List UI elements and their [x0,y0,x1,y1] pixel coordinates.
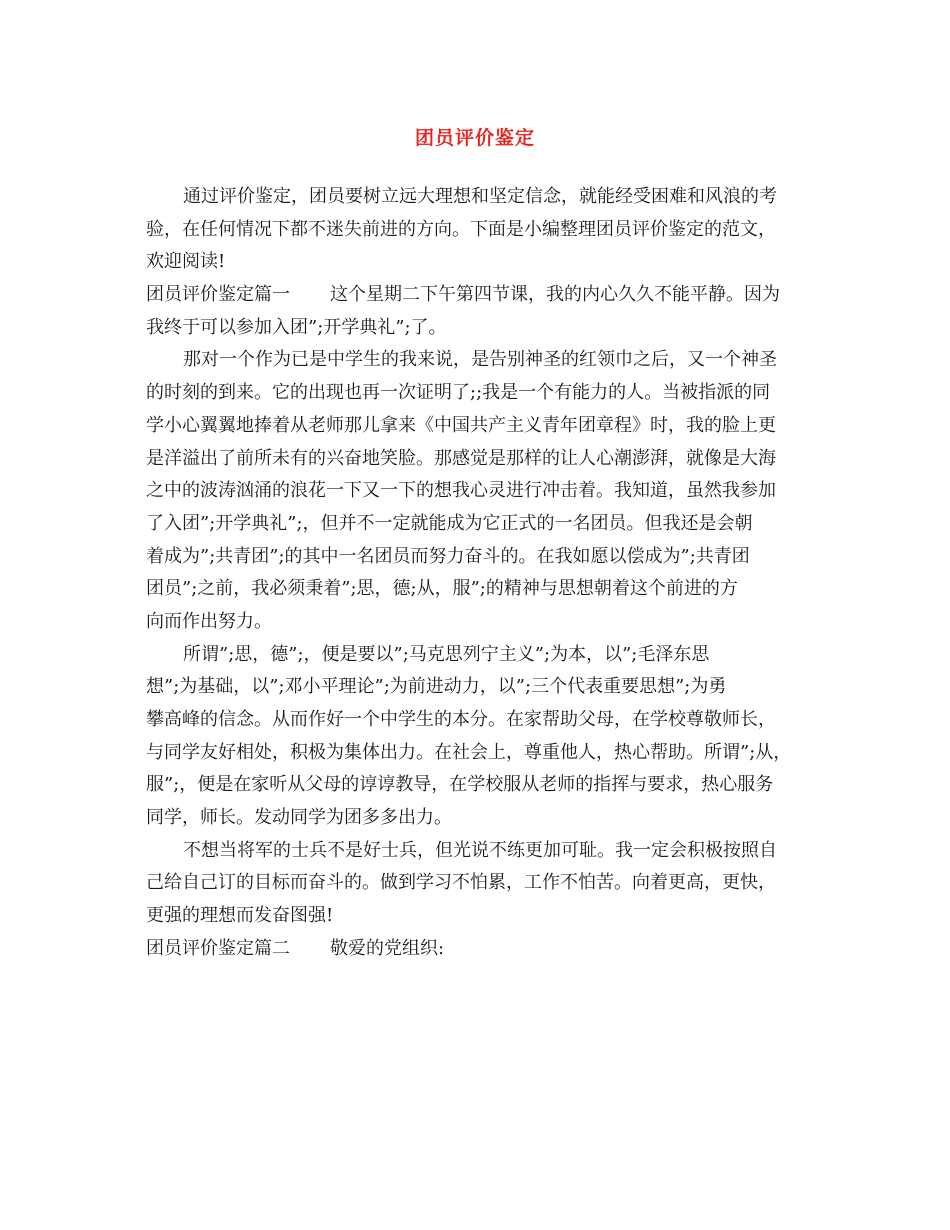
section-text: 敬爱的党组织: [330,937,445,959]
paragraph-line: 那对一个作为已是中学生的我来说，是告别神圣的红领巾之后，又一个神圣 [183,349,777,371]
paragraph-line: 己给自己订的目标而奋斗的。做到学习不怕累，工作不怕苦。向着更高，更快， [146,872,776,894]
section-heading-line [146,933,816,966]
document-body [146,181,816,966]
section-text: 这个星期二下午第四节课，我的内心久久不能平静。因为 [330,284,780,306]
paragraph-line: 团员”;之前，我必须秉着”;思，德;从，服”;的精神与思想朝着这个前进的方 [146,578,738,600]
paragraph-line: 不想当将军的士兵不是好士兵，但光说不练更加可耻。我一定会积极按照自 [183,839,777,861]
document-title: 团员评价鉴定 [414,127,535,149]
paragraph-line: 欢迎阅读! [146,251,226,273]
paragraph-line: 攀高峰的信念。从而作好一个中学生的本分。在家帮助父母，在学校尊敬师长， [146,709,776,730]
paragraph-line: 学小心翼翼地捧着从老师那儿拿来《中国共产主义青年团章程》时，我的脸上更 [146,414,776,436]
section-heading: 团员评价鉴定篇一 [146,284,290,306]
paragraph-line: 我终于可以参加入团”;开学典礼”;了。 [146,316,447,338]
paragraph-line: 着成为”;共青团”;的其中一名团员而努力奋斗的。在我如愿以偿成为”;共青团 [146,545,750,567]
paragraph-line: 向而作出努力。 [146,610,272,632]
paragraph-line: 服”;，便是在家听从父母的谆谆教导，在学校服从老师的指挥与要求，热心服务 [146,774,774,796]
section-heading: 团员评价鉴定篇二 [146,937,290,959]
paragraph-line: 同学，师长。发动同学为团多多出力。 [146,807,452,829]
paragraph-line: 的时刻的到来。它的出现也再一次证明了;;我是一个有能力的人。当被指派的同 [146,382,771,404]
paragraph-line: 与同学友好相处，积极为集体出力。在社会上，尊重他人，热心帮助。所谓”;从， [146,741,792,763]
paragraph-line: 验，在任何情况下都不迷失前进的方向。下面是小编整理团员评价鉴定的范文， [146,218,776,240]
paragraph-line: 了入团”;开学典礼”;，但并不一定就能成为它正式的一名团员。但我还是会朝 [146,512,753,534]
section-heading-line [146,279,816,312]
paragraph-line: 想”;为基础，以”;邓小平理论”;为前进动力，以”;三个代表重要思想”;为勇 [146,676,727,698]
paragraph-line: 通过评价鉴定，团员要树立远大理想和坚定信念，就能经受困难和风浪的考 [183,186,777,207]
paragraph-line: 更强的理想而发奋图强! [146,905,334,927]
paragraph-line: 所谓”;思，德”;，便是要以”;马克思列宁主义”;为本，以”;毛泽东思 [183,643,710,665]
paragraph-line: 是洋溢出了前所未有的兴奋地笑脸。那感觉是那样的让人心潮澎湃，就像是大海 [146,447,776,469]
paragraph-line: 之中的波涛汹涌的浪花一下又一下的想我心灵进行冲击着。我知道，虽然我参加 [146,480,776,502]
